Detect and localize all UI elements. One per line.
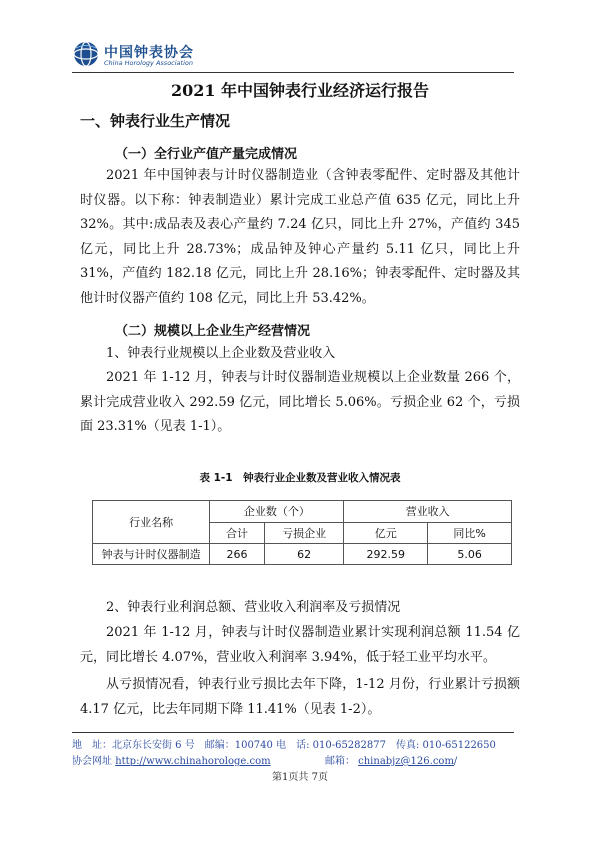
email-suffix: / bbox=[453, 756, 458, 767]
logo-chinese-name: 中国钟表协会 bbox=[104, 45, 194, 61]
cell-revenue: 292.59 bbox=[344, 544, 428, 565]
footer-address: 地 址：北京东长安街 6 号 邮编：100740 电 话: 010-65282877 传真: 010-65122650 bbox=[72, 740, 496, 751]
item-title-profit: 2、钟表行业利润总额、营业收入利润率及亏损情况 bbox=[106, 600, 401, 615]
section-heading-production: 一、钟表行业生产情况 bbox=[80, 112, 231, 130]
paragraph-profit: 2021 年 1-12 月，钟表与计时仪器制造业累计实现利润总额 11.54 亿元，同比增长 4.07%，营业收入利润率 3.94%，低于轻工业平均水平。 bbox=[80, 625, 520, 665]
association-logo bbox=[72, 40, 272, 70]
paragraph-output: 2021 年中国钟表与计时仪器制造业（含钟表零配件、定时器及其他计时仪器。以下称：钟表制造业）累计完成工业总产值 635 亿元，同比上升 32%。其中:成品表及表心产量约 7.24 亿只，同比上升 27%，产值约 345 亿元，同比上升 28.73%；成品钟及钟心产量约 5.11 亿只，同比上升 31%，产值约 182.18 亿元，同比上升 28.16%；钟表零配件、定时器及其他计时仪器产值约 108 亿元，同比上升 53.42%。 bbox=[80, 168, 520, 306]
subsection-heading-enterprises: （二）规模以上企业生产经营情况 bbox=[115, 324, 311, 339]
table-row bbox=[93, 544, 512, 565]
header-yoy-percent: 同比% bbox=[428, 522, 512, 544]
footer-divider bbox=[72, 732, 514, 733]
cell-total: 266 bbox=[210, 544, 264, 565]
item-title-enterprises-revenue: 1、钟表行业规模以上企业数及营业收入 bbox=[106, 346, 336, 361]
email-label: 邮箱： bbox=[324, 756, 355, 767]
header-industry-name: 行业名称 bbox=[93, 501, 210, 544]
header-total: 合计 bbox=[210, 522, 264, 544]
globe-logo-icon bbox=[72, 40, 100, 68]
paragraph-enterprises-revenue: 2021 年 1-12 月，钟表与计时仪器制造业规模以上企业数量 266 个，累计完成营业收入 292.59 亿元，同比增长 5.06%。亏损企业 62 个，亏损面 23.31%（见表 1-1）。 bbox=[80, 370, 520, 434]
cell-yoy: 5.06 bbox=[428, 544, 512, 565]
page-number: 第1页共 7页 bbox=[272, 772, 328, 783]
header-revenue: 营业收入 bbox=[344, 501, 512, 523]
report-title: 2021 年中国钟表行业经济运行报告 bbox=[170, 81, 430, 100]
logo-english-name: China Horology Association bbox=[104, 59, 193, 67]
enterprise-revenue-table bbox=[92, 500, 512, 565]
paragraph-loss: 从亏损情况看，钟表行业亏损比去年下降，1-12 月份，行业累计亏损额 4.17 亿元，比去年同期下降 11.41%（见表 1-2）。 bbox=[80, 677, 520, 717]
cell-loss: 62 bbox=[264, 544, 344, 565]
footer-contact-line bbox=[72, 752, 457, 767]
header-loss-enterprises: 亏损企业 bbox=[264, 522, 344, 544]
email-link[interactable]: chinabjz@126.com bbox=[358, 756, 454, 767]
subsection-heading-output: （一）全行业产值产量完成情况 bbox=[115, 147, 298, 162]
website-label: 协会网址 bbox=[72, 756, 112, 767]
table-caption: 表 1-1 钟表行业企业数及营业收入情况表 bbox=[199, 472, 401, 484]
header-enterprise-count: 企业数（个） bbox=[210, 501, 344, 523]
header-divider bbox=[72, 72, 514, 73]
cell-industry: 钟表与计时仪器制造 bbox=[93, 544, 210, 565]
website-link[interactable]: http://www.chinahorologe.com bbox=[115, 756, 271, 767]
header-yi-yuan: 亿元 bbox=[344, 522, 428, 544]
